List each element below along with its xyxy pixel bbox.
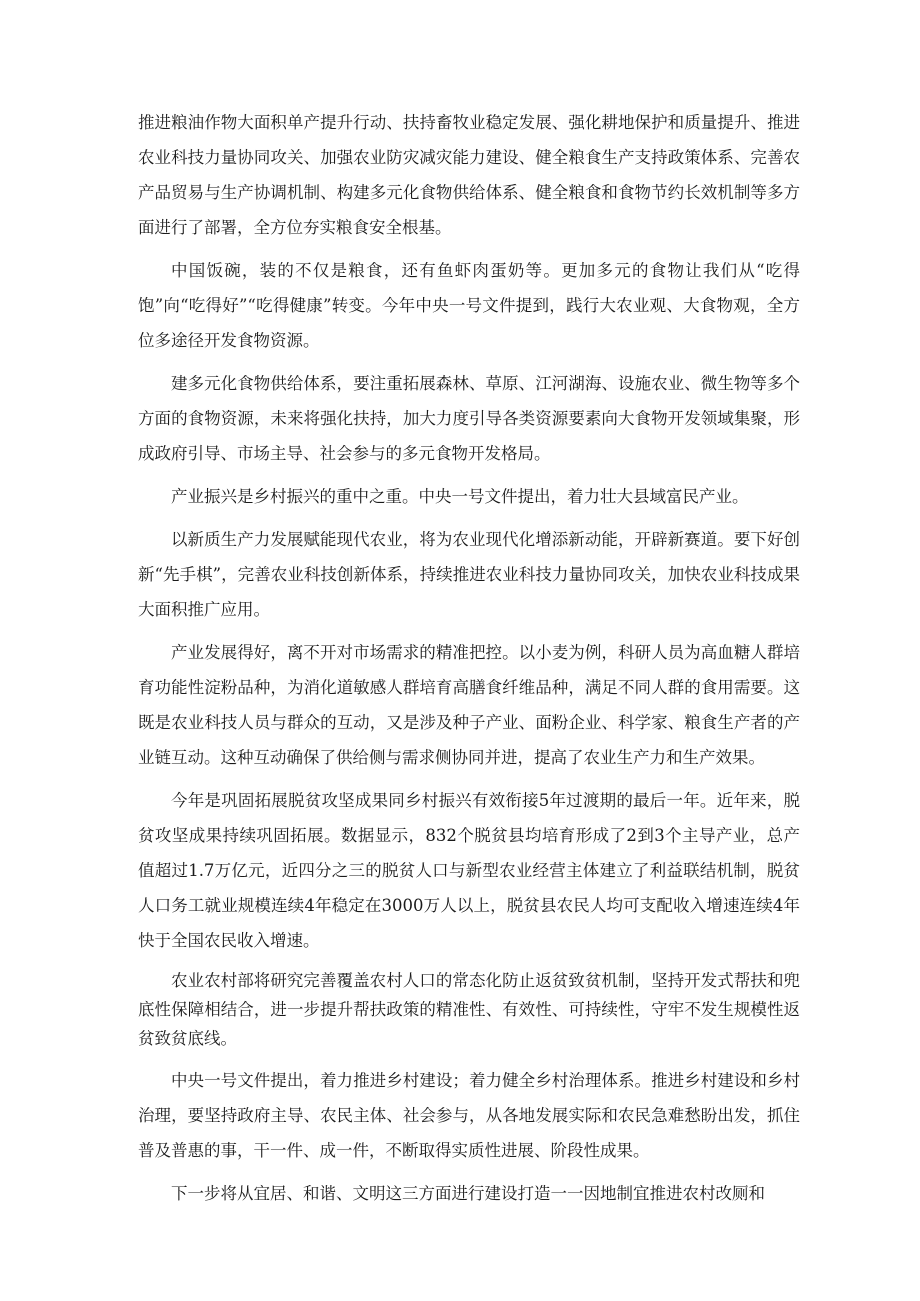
document-body [138, 105, 800, 1219]
paragraph-grain-policy: 推进粮油作物大面积单产提升行动、扶持畜牧业稳定发展、强化耕地保护和质量提升、推进农业科技力量协同攻关、加强农业防灾减灾能力建设、健全粮食生产支持政策体系、完善农产品贸易与生产协调机制、构建多元化食物供给体系、健全粮食和食物节约长效机制等多方面进行了部署，全方位夯实粮食安全根基。 [138, 113, 800, 237]
paragraph-food-supply-system: 建多元化食物供给体系，要注重拓展森林、草原、江河湖海、设施农业、微生物等多个方面的食物资源，未来将强化扶持，加大力度引导各类资源要素向大食物开发领域集聚，形成政府引导、市场主导、社会参与的多元食物开发格局。 [138, 374, 800, 463]
paragraph-poverty-results: 今年是巩固拓展脱贫攻坚成果同乡村振兴有效衔接5年过渡期的最后一年。近年来，脱贫攻坚成果持续巩固拓展。数据显示，832个脱贫县均培育形成了2到3个主导产业，总产值超过1.7万亿元，近四分之三的脱贫人口与新型农业经营主体建立了利益联结机制，脱贫人口务工就业规模连续4年稳定在3000万人以上，脱贫县农民人均可支配收入增速连续4年快于全国农民收入增速。 [138, 791, 800, 950]
paragraph-rural-construction: 中央一号文件提出，着力推进乡村建设；着力健全乡村治理体系。推进乡村建设和乡村治理，要坚持政府主导、农民主体、社会参与，从各地发展实际和农民急难愁盼出发，抓住普及普惠的事，干一件、成一件，不断取得实质性进展、阶段性成果。 [138, 1071, 800, 1160]
paragraph-next-steps: 下一步将从宜居、和谐、文明这三方面进行建设打造一一因地制宜推进农村改厕和 [171, 1184, 765, 1203]
paragraph-industry-revitalization: 产业振兴是乡村振兴的重中之重。中央一号文件提出，着力壮大县域富民产业。 [171, 487, 749, 506]
paragraph-market-demand: 产业发展得好，离不开对市场需求的精准把控。以小麦为例，科研人员为高血糖人群培育功能性淀粉品种，为消化道敏感人群培育高膳食纤维品种，满足不同人群的食用需要。这既是农业科技人员与群众的互动，又是涉及种子产业、面粉企业、科学家、粮食生产者的产业链互动。这种互动确保了供给侧与需求侧协同并进，提高了农业生产力和生产效果。 [138, 643, 800, 767]
paragraph-diverse-food: 中国饭碗，装的不仅是粮食，还有鱼虾肉蛋奶等。更加多元的食物让我们从“吃得饱”向“吃得好”“吃得健康”转变。今年中央一号文件提到，践行大农业观、大食物观，全方位多途径开发食物资源。 [138, 261, 800, 350]
paragraph-new-productivity: 以新质生产力发展赋能现代农业，将为农业现代化增添新动能，开辟新赛道。要下好创新“先手棋”，完善农业科技创新体系，持续推进农业科技力量协同攻关，加快农业科技成果大面积推广应用。 [138, 530, 800, 619]
paragraph-anti-poverty-mechanism: 农业农村部将研究完善覆盖农村人口的常态化防止返贫致贫机制，坚持开发式帮扶和兜底性保障相结合，进一步提升帮扶政策的精准性、有效性、可持续性，守牢不发生规模性返贫致贫底线。 [138, 971, 800, 1048]
